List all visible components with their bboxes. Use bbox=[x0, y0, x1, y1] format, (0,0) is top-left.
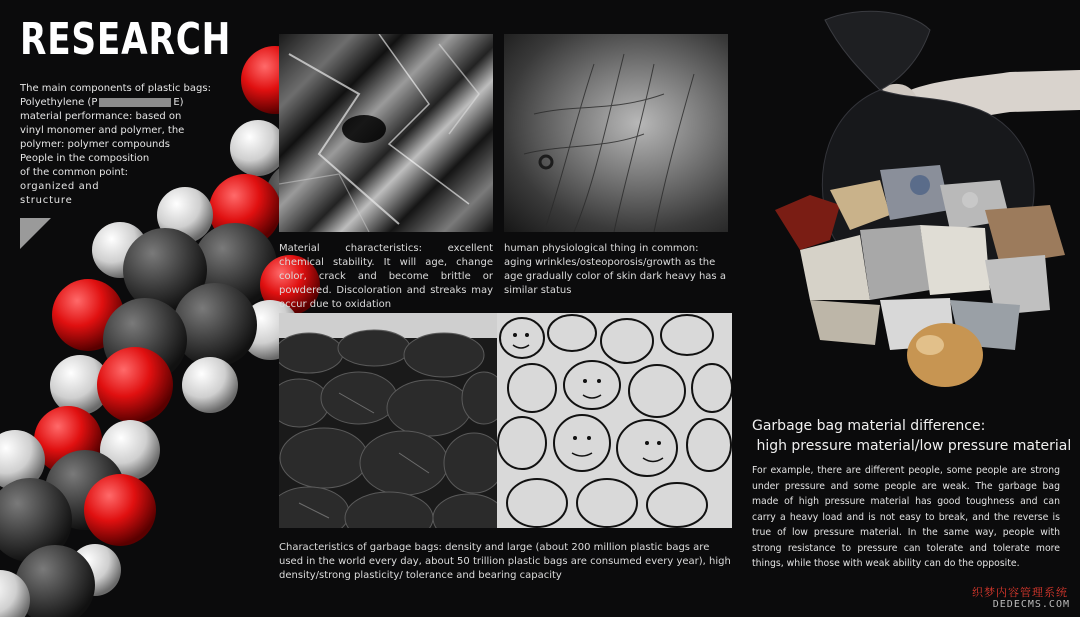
triangle-marker bbox=[20, 218, 51, 249]
material-caption: Material characteristics: excellent chemical stability. It will age, change color, crack and become brittle or powdered. Discoloration and streaks may occur due to oxidation bbox=[279, 243, 493, 310]
page-title: RESEARCH bbox=[20, 14, 232, 65]
difference-heading-line1: Garbage bag material difference: bbox=[752, 418, 986, 434]
intro-line: of the common point: bbox=[20, 167, 129, 178]
intro-line: organized and bbox=[20, 181, 100, 192]
plastic-wrap-photo bbox=[279, 34, 493, 232]
garbage-bags-photo bbox=[279, 313, 497, 528]
intro-line-part: Polyethylene (P bbox=[20, 97, 98, 108]
redaction-bar bbox=[99, 98, 171, 107]
doodle-faces-photo bbox=[497, 313, 732, 528]
intro-line: polymer: polymer compounds bbox=[20, 139, 170, 150]
human-caption: human physiological thing in common: aging wrinkles/osteoporosis/growth as the age gradually color of skin dark heavy has a similar status bbox=[504, 243, 726, 296]
garbage-bag-illustration bbox=[770, 0, 1080, 400]
watermark-cn: 织梦内容管理系统 bbox=[972, 586, 1068, 599]
difference-body: For example, there are different people, some people are strong under pressure and some people are weak. The garbage bag made of high pressure material has good toughness and can carry a heavy load and is not easy to break, and the reverse is true of low pressure material. In the same way, people with strong resistance to pressure can tolerate and tolerate more things, while those with weak ability can do the opposite. bbox=[752, 465, 1060, 569]
intro-line: The main components of plastic bags: bbox=[20, 83, 211, 94]
intro-line: vinyl monomer and polymer, the bbox=[20, 125, 185, 136]
intro-line bbox=[20, 96, 210, 110]
intro-line: People in the composition bbox=[20, 153, 150, 164]
aged-hands-photo bbox=[504, 34, 728, 232]
intro-line: structure bbox=[20, 195, 73, 206]
garbage-caption: Characteristics of garbage bags: density and large (about 200 million plastic bags are used in the world every day, about 50 trillion plastic bags are consumed every year), high density/strong plasticity/ tolerance and bearing capacity bbox=[279, 542, 731, 581]
difference-heading-line2: high pressure material/low pressure material bbox=[752, 438, 1072, 454]
intro-line-part: E) bbox=[173, 97, 184, 108]
intro-line: material performance: based on bbox=[20, 111, 182, 122]
intro-text bbox=[20, 82, 210, 208]
watermark-en: DEDECMS.COM bbox=[992, 599, 1070, 610]
